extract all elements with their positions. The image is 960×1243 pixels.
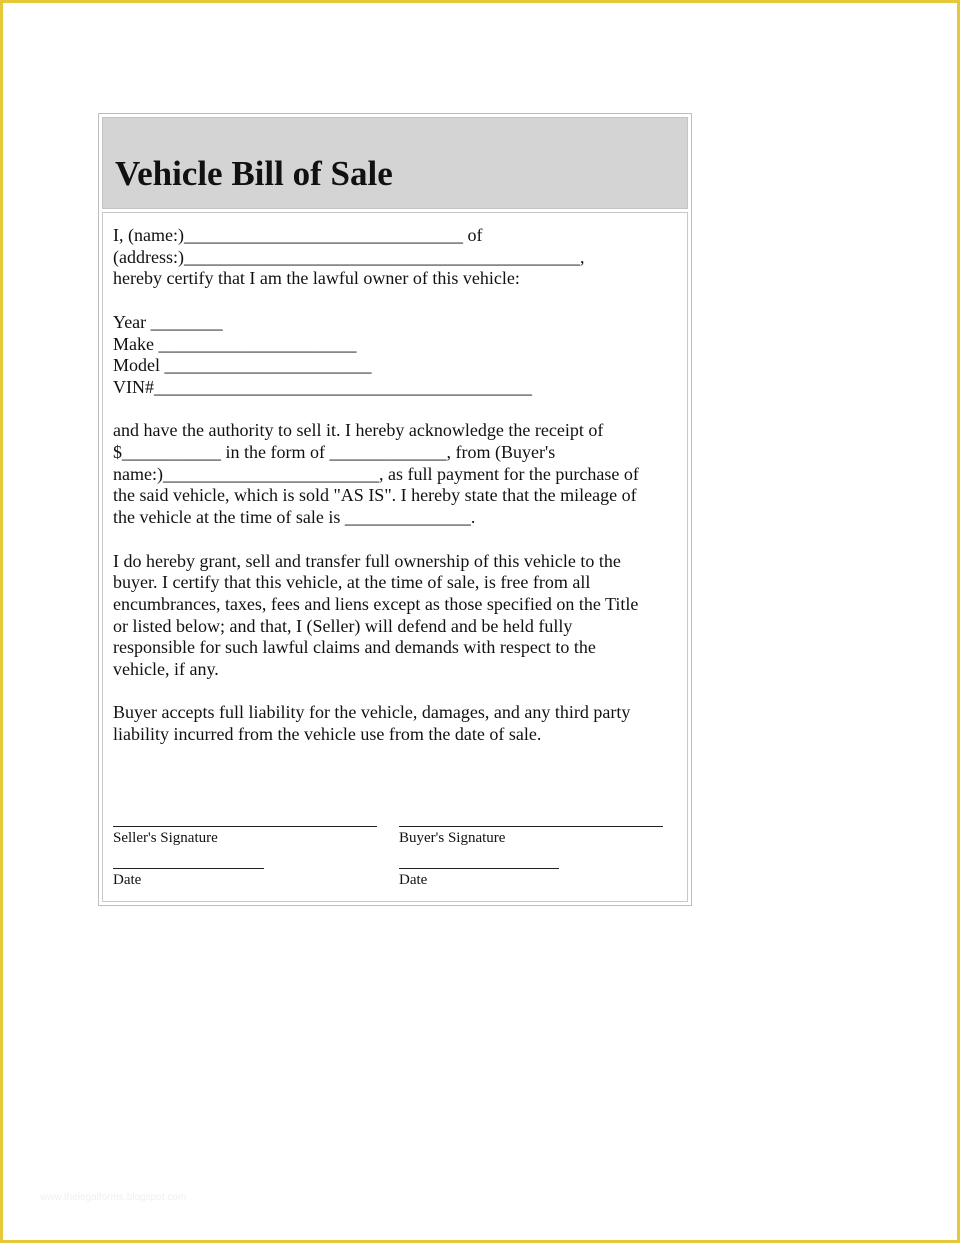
mileage-field-line[interactable]: the vehicle at the time of sale is ______________. <box>113 507 476 528</box>
buyer-date-block <box>399 868 559 889</box>
name-field-line[interactable]: I, (name:)_______________________________ of <box>113 225 483 245</box>
paragraph-line: encumbrances, taxes, fees and liens except as those specified on the Title <box>113 593 639 614</box>
paragraph-line: or listed below; and that, I (Seller) will defend and be held fully <box>113 615 573 636</box>
transfer-paragraph <box>113 551 678 681</box>
paragraph-line: liability incurred from the vehicle use from the date of sale. <box>113 724 542 745</box>
vehicle-details <box>113 312 678 399</box>
liability-paragraph <box>113 702 678 745</box>
paragraph-line: I do hereby grant, sell and transfer full ownership of this vehicle to the <box>113 550 621 571</box>
paragraph-line: Buyer accepts full liability for the vehicle, damages, and any third party <box>113 702 631 723</box>
paragraph-line: and have the authority to sell it. I hereby acknowledge the receipt of <box>113 420 604 441</box>
document-title: Vehicle Bill of Sale <box>115 154 393 193</box>
paragraph-line: vehicle, if any. <box>113 659 219 680</box>
vin-field[interactable]: VIN#__________________________________________ <box>113 376 532 397</box>
year-field[interactable]: Year ________ <box>113 311 223 332</box>
make-field[interactable]: Make ______________________ <box>113 333 357 354</box>
form-body <box>102 212 688 902</box>
watermark: www.thelegalforms.blogspot.com <box>40 1192 187 1203</box>
bill-of-sale-form <box>98 113 692 906</box>
buyer-date-label: Date <box>399 872 428 888</box>
payment-paragraph <box>113 420 678 529</box>
paragraph-line: buyer. I certify that this vehicle, at the time of sale, is free from all <box>113 572 591 593</box>
seller-date-label: Date <box>113 872 142 888</box>
ownership-statement: hereby certify that I am the lawful owner of this vehicle: <box>113 268 520 289</box>
seller-date-block <box>113 868 264 889</box>
seller-signature-label: Seller's Signature <box>113 830 218 846</box>
paragraph-line: responsible for such lawful claims and demands with respect to the <box>113 637 596 658</box>
title-banner <box>102 117 688 209</box>
buyer-name-field-line[interactable]: name:)________________________, as full payment for the purchase of <box>113 463 639 484</box>
buyer-signature-block <box>399 826 663 847</box>
buyer-signature-label: Buyer's Signature <box>399 830 506 846</box>
amount-form-field-line[interactable]: $___________ in the form of _____________, from (Buyer's <box>113 442 556 462</box>
owner-certification <box>113 225 678 290</box>
form-text <box>113 225 678 746</box>
model-field[interactable]: Model _______________________ <box>113 355 372 376</box>
seller-signature-block <box>113 826 377 847</box>
address-field-line[interactable]: (address:)____________________________________________, <box>113 246 585 267</box>
paragraph-line: the said vehicle, which is sold "AS IS". I hereby state that the mileage of <box>113 485 637 506</box>
